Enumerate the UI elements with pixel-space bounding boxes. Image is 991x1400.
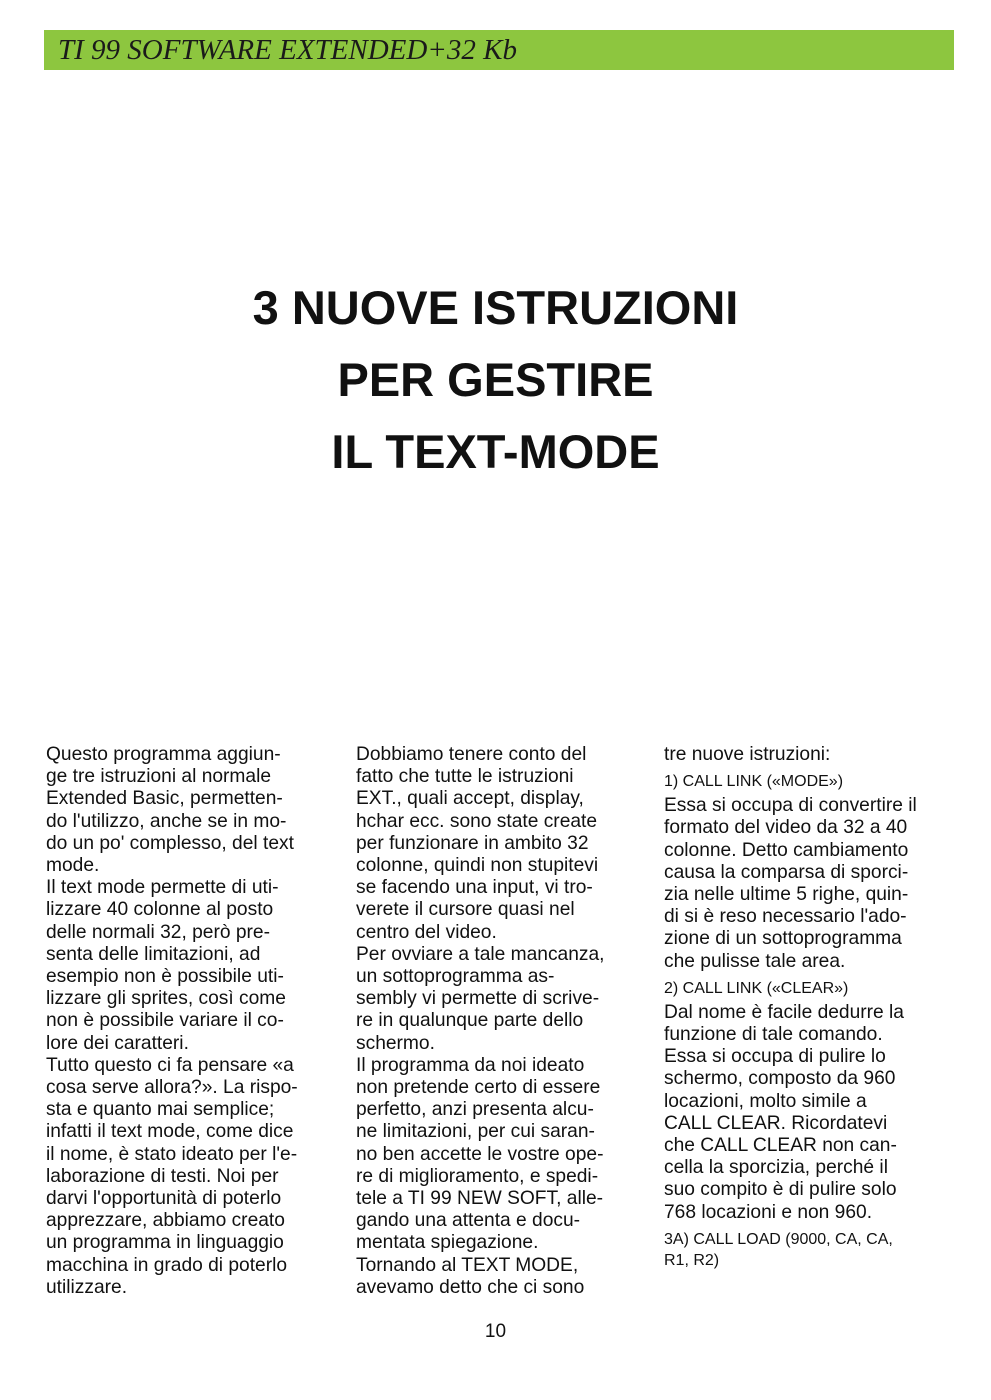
- header-band: [44, 30, 954, 70]
- paragraph: Il text mode permette di uti- lizzare 40 colonne al posto delle normali 32, però pre- senta delle limitazioni, ad esempio non è possibile uti- lizzare gli sprites, così come non è possibile variare il co- lore dei caratteri.: [46, 877, 286, 1054]
- paragraph: Dobbiamo tenere conto del fatto che tutte le istruzioni EXT., quali accept, display, hchar ecc. sono state create per funzionare in ambito 32 colonne, quindi non stupitevi se facendo una input, vi tro- verete il cursore quasi nel centro del video.: [356, 744, 599, 943]
- paragraph: Questo programma aggiun- ge tre istruzioni al normale Extended Basic, permetten- do l'utilizzo, anche se in mo- do un po' complesso, del text mode.: [46, 744, 294, 877]
- text-column-1: [46, 744, 336, 1299]
- paragraph: Essa si occupa di convertire il formato del video da 32 a 40 colonne. Detto cambiamento causa la comparsa di sporci- zia nelle ultime 5 righe, quin- di si è reso necessario l'ado- zione di un sottoprogramma che pulisse tale area.: [664, 795, 917, 972]
- text-column-3: [664, 744, 950, 1274]
- instruction-heading: 3A) CALL LOAD (9000, CA, CA, R1, R2): [664, 1230, 893, 1269]
- running-header-title: TI 99 SOFTWARE EXTENDED+32 Kb: [58, 34, 517, 66]
- paragraph: Dal nome è facile dedurre la funzione di tale comando. Essa si occupa di pulire lo schermo, composto da 960 locazioni, molto simile a CALL CLEAR. Ricordatevi che CALL CLEAR non can- cella la sporcizia, perché il suo compito è di pulire solo 768 locazioni e non 960.: [664, 1001, 904, 1223]
- text-column-2: [356, 744, 638, 1299]
- paragraph: Il programma da noi ideato non pretende certo di essere perfetto, anzi presenta alcu- ne limitazioni, per cui saran- no ben accette le vostre ope- re di miglioramento, e spedi- tele a TI 99 NEW SOFT, alle- gando una attenta e docu- mentata spiegazione.: [356, 1054, 604, 1254]
- paragraph: tre nuove istruzioni:: [664, 744, 831, 765]
- instruction-heading: 1) CALL LINK («MODE»): [664, 773, 844, 791]
- article-title: [100, 272, 891, 488]
- instruction-heading: 2) CALL LINK («CLEAR»): [664, 979, 849, 997]
- article-title-line: IL TEXT-MODE: [331, 425, 660, 478]
- paragraph: Tornando al TEXT MODE, avevamo detto che ci sono: [356, 1254, 585, 1298]
- article-title-line: PER GESTIRE: [337, 353, 654, 406]
- article-title-line: 3 NUOVE ISTRUZIONI: [252, 281, 739, 334]
- page-number: 10: [484, 1321, 507, 1342]
- paragraph: Tutto questo ci fa pensare «a cosa serve allora?». La rispo- sta e quanto mai semplice; infatti il text mode, come dice il nome, è stato ideato per l'e- laborazione di testi. Noi per darvi l'opportunità di poterlo apprezzare, abbiamo creato un programma in linguaggio macchina in grado di poterlo utilizzare.: [46, 1054, 298, 1298]
- paragraph: Per ovviare a tale mancanza, un sottoprogramma as- sembly vi permette di scrive- re in qualunque parte dello schermo.: [356, 943, 605, 1054]
